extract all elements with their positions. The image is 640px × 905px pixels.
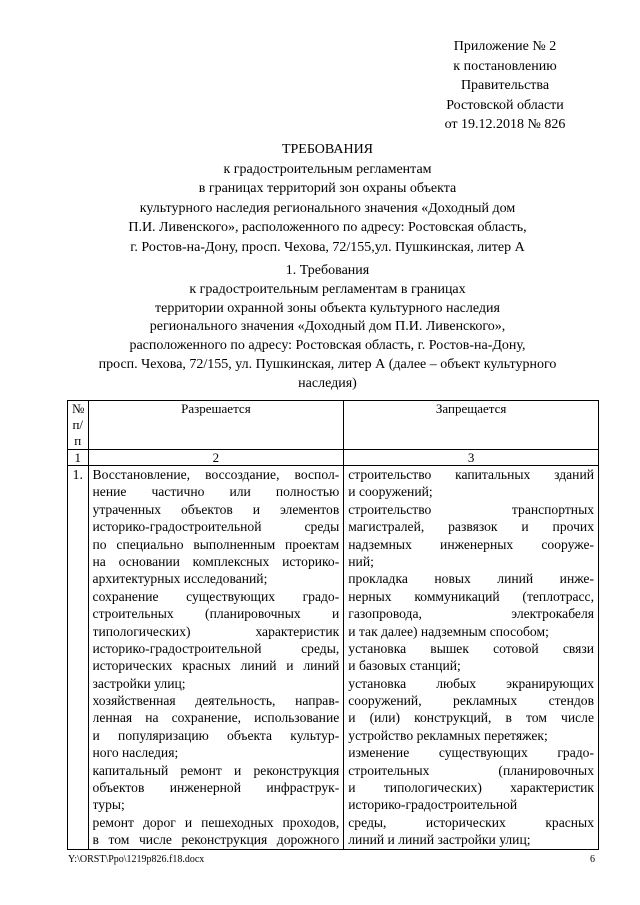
header-number: № п/п [68, 401, 89, 450]
cell-text-line: ний; [348, 553, 374, 569]
cell-text-line: ного наследия; [92, 745, 179, 761]
cell-text-line: прокладка новых линий инже- [348, 571, 594, 587]
cell-text-line: нерных коммуникаций (теплотрасс, [348, 588, 594, 604]
cell-text-line: и типологических) характеристик [348, 780, 594, 796]
cell-text-line: строительных (планировочных [348, 762, 594, 778]
cell-text-line: и сооружений; [348, 484, 433, 500]
cell-text-line: на основании комплексных историко- [92, 553, 340, 569]
title-line: в границах территорий зон охраны объекта [198, 181, 457, 196]
cell-text-line: и популяризацию объекта культур- [92, 727, 340, 743]
cell-text-line: в том числе реконструкция дорожного [92, 832, 340, 848]
cell-text-line: капитальный ремонт и реконструкция [92, 762, 340, 778]
title-line: г. Ростов-на-Дону, просп. Чехова, 72/155,ул. Пушкинская, литер А [130, 239, 525, 255]
cell-text-line: газопровода, электрокабеля [348, 606, 594, 622]
cell-text-line: историко-градостроительной среды, [92, 640, 340, 656]
cell-text-line: типологических) характеристик [92, 623, 340, 639]
section-line: наследия) [298, 375, 357, 391]
section-line: регионального значения «Доходный дом П.И. Ливенского», [149, 319, 506, 335]
cell-text-line: изменение существующих градо- [348, 745, 594, 761]
cell-text-line: надземных инженерных сооруже- [348, 536, 594, 552]
title-line: культурного наследия регионального значения «Доходный дом [139, 200, 516, 216]
cell-text-line: и базовых станций; [348, 658, 461, 674]
cell-text-line: туры; [92, 797, 125, 813]
title-line: П.И. Ливенского», расположенного по адресу: Ростовская область, [128, 220, 527, 235]
cell-text-line: сохранение существующих градо- [92, 588, 340, 604]
cell-text-line: историко-градостроительной [348, 797, 518, 813]
table-header-row [68, 401, 599, 450]
cell-text-line: историко-градостроительной среды [92, 519, 340, 535]
page-number: 6 [590, 854, 595, 865]
appendix-line: к постановлению [453, 58, 557, 74]
section-line: расположенного по адресу: Ростовская область, г. Ростов-на-Дону, [129, 338, 526, 354]
cell-text-line: и так далее) надземным способом; [348, 623, 549, 639]
header-prohibited: Запрещается [344, 401, 599, 450]
cell-text-line: объектов инженерной инфраструк- [92, 780, 340, 796]
prohibited-cell [344, 466, 599, 850]
requirements-table [67, 400, 599, 850]
appendix-block [410, 37, 600, 135]
cell-text-line: ремонт дорог и пешеходных проходов, [92, 814, 340, 830]
section-line: к градостроительным регламентам в границах [189, 281, 466, 297]
cell-text-line: по специально выполненным проектам [92, 536, 340, 552]
column-number-row [68, 450, 599, 466]
cell-text-line: ленная на сохранение, использование [92, 710, 340, 726]
section-heading [60, 262, 595, 394]
cell-text-line: утраченных объектов и элементов [92, 501, 340, 517]
cell-text-line: магистралей, развязок и прочих [348, 519, 594, 535]
cell-text-line: строительных (планировочных и [92, 606, 340, 622]
document-title [60, 140, 595, 257]
column-number: 2 [88, 450, 344, 466]
appendix-line: от 19.12.2018 № 826 [444, 117, 566, 132]
cell-text-line: линий и линий застройки улиц; [348, 832, 531, 848]
appendix-line: Правительства [460, 78, 550, 93]
cell-text-line: среды, исторических красных [348, 814, 594, 830]
cell-text-line: строительство капитальных зданий [348, 467, 594, 482]
title-line: к градостроительным регламентам [223, 161, 432, 177]
cell-text-line: хозяйственная деятельность, направ- [92, 693, 340, 709]
row-number: 1. [68, 466, 89, 850]
section-line: просп. Чехова, 72/155, ул. Пушкинская, литер А (далее – объект культурного [98, 356, 557, 372]
cell-text-line: установка вышек сотовой связи [348, 640, 594, 656]
cell-text-line: Восстановление, воссоздание, воспол- [92, 467, 340, 482]
appendix-line: Приложение № 2 [453, 39, 557, 54]
footer-file-path: Y:\ORST\Ppo\1219p826.f18.docx [68, 854, 205, 865]
cell-text-line: застройки улиц; [92, 675, 186, 691]
column-number: 1 [68, 450, 89, 466]
header-allowed: Разрешается [88, 401, 344, 450]
table-row [68, 466, 599, 850]
cell-text-line: нение частично или полностью [92, 484, 340, 500]
cell-text-line: сооружений, рекламных стендов [348, 693, 594, 709]
title-heading: ТРЕБОВАНИЯ [281, 142, 374, 157]
column-number: 3 [344, 450, 599, 466]
cell-text-line: и (или) конструкций, в том числе [348, 710, 594, 726]
cell-text-line: исторических красных линий и линий [92, 658, 340, 674]
cell-text-line: устройство рекламных перетяжек; [348, 727, 548, 743]
section-line: территории охранной зоны объекта культурного наследия [155, 300, 500, 316]
allowed-cell [88, 466, 344, 850]
cell-text-line: установка любых экранирующих [348, 675, 594, 691]
cell-text-line: строительство транспортных [348, 501, 594, 517]
section-line: 1. Требования [285, 263, 370, 278]
appendix-line: Ростовской области [446, 97, 564, 113]
cell-text-line: архитектурных исследований; [92, 571, 268, 587]
